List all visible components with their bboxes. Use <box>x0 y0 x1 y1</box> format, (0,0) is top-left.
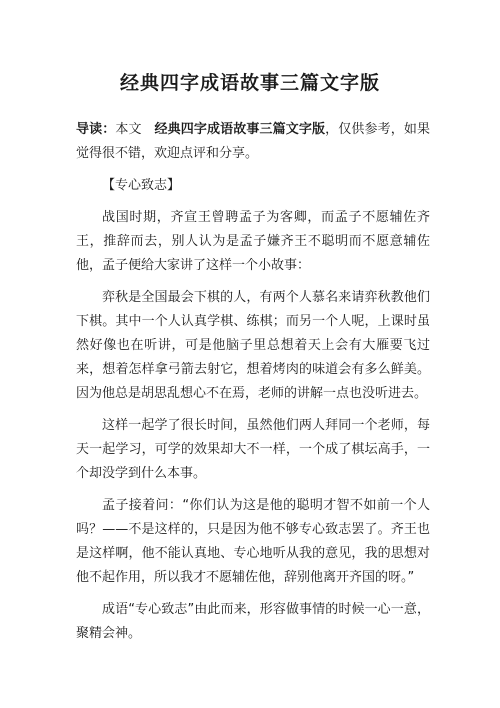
lead-prefix: 本文 <box>115 122 142 137</box>
lead-label: 导读： <box>76 122 116 137</box>
lead-paragraph <box>76 118 430 166</box>
document-title: 经典四字成语故事三篇文字版 <box>119 72 380 94</box>
document-body <box>76 118 430 654</box>
lead-suffix: ，仅供参考，如果觉得很不错，欢迎点评和分享。 <box>76 122 430 161</box>
body-paragraph: 战国时期，齐宣王曾聘孟子为客卿，而孟子不愿辅佐齐王，推辞而去，别人认为是孟子嫌齐王不聪明而不愿意辅佐他，孟子便给大家讲了这样一个小故事： <box>76 210 430 273</box>
body-paragraph: 弈秋是全国最会下棋的人，有两个人慕名来请弈秋教他们下棋。其中一个人认真学棋、练棋；而另一个人呢，上课时虽然好像也在听讲，可是他脑子里总想着天上会有大雁要飞过来，想着怎样拿弓箭去射它，想着烤肉的味道会有多么鲜美。因为他总是胡思乱想心不在焉，老师的讲解一点也没听进去。 <box>76 290 430 401</box>
body-paragraph: 孟子接着问：“你们认为这是他的聪明才智不如前一个人吗？——不是这样的，只是因为他不够专心致志罢了。齐王也是这样啊，他不能认真地、专心地听从我的意见，我的思想对他不起作用，所以我才不愿辅佐他，辞别他离开齐国的呀。” <box>76 498 430 585</box>
body-paragraph: 这样一起学了很长时间，虽然他们两人拜同一个老师，每天一起学习，可学的效果却大不一样，一个成了棋坛高手，一个却没学到什么本事。 <box>76 418 430 481</box>
lead-doc-title: 经典四字成语故事三篇文字版 <box>154 122 326 137</box>
section-heading: 【专心致志】 <box>102 178 181 193</box>
body-paragraph: 成语“专心致志”由此而来，形容做事情的时候一心一意，聚精会神。 <box>76 602 430 641</box>
